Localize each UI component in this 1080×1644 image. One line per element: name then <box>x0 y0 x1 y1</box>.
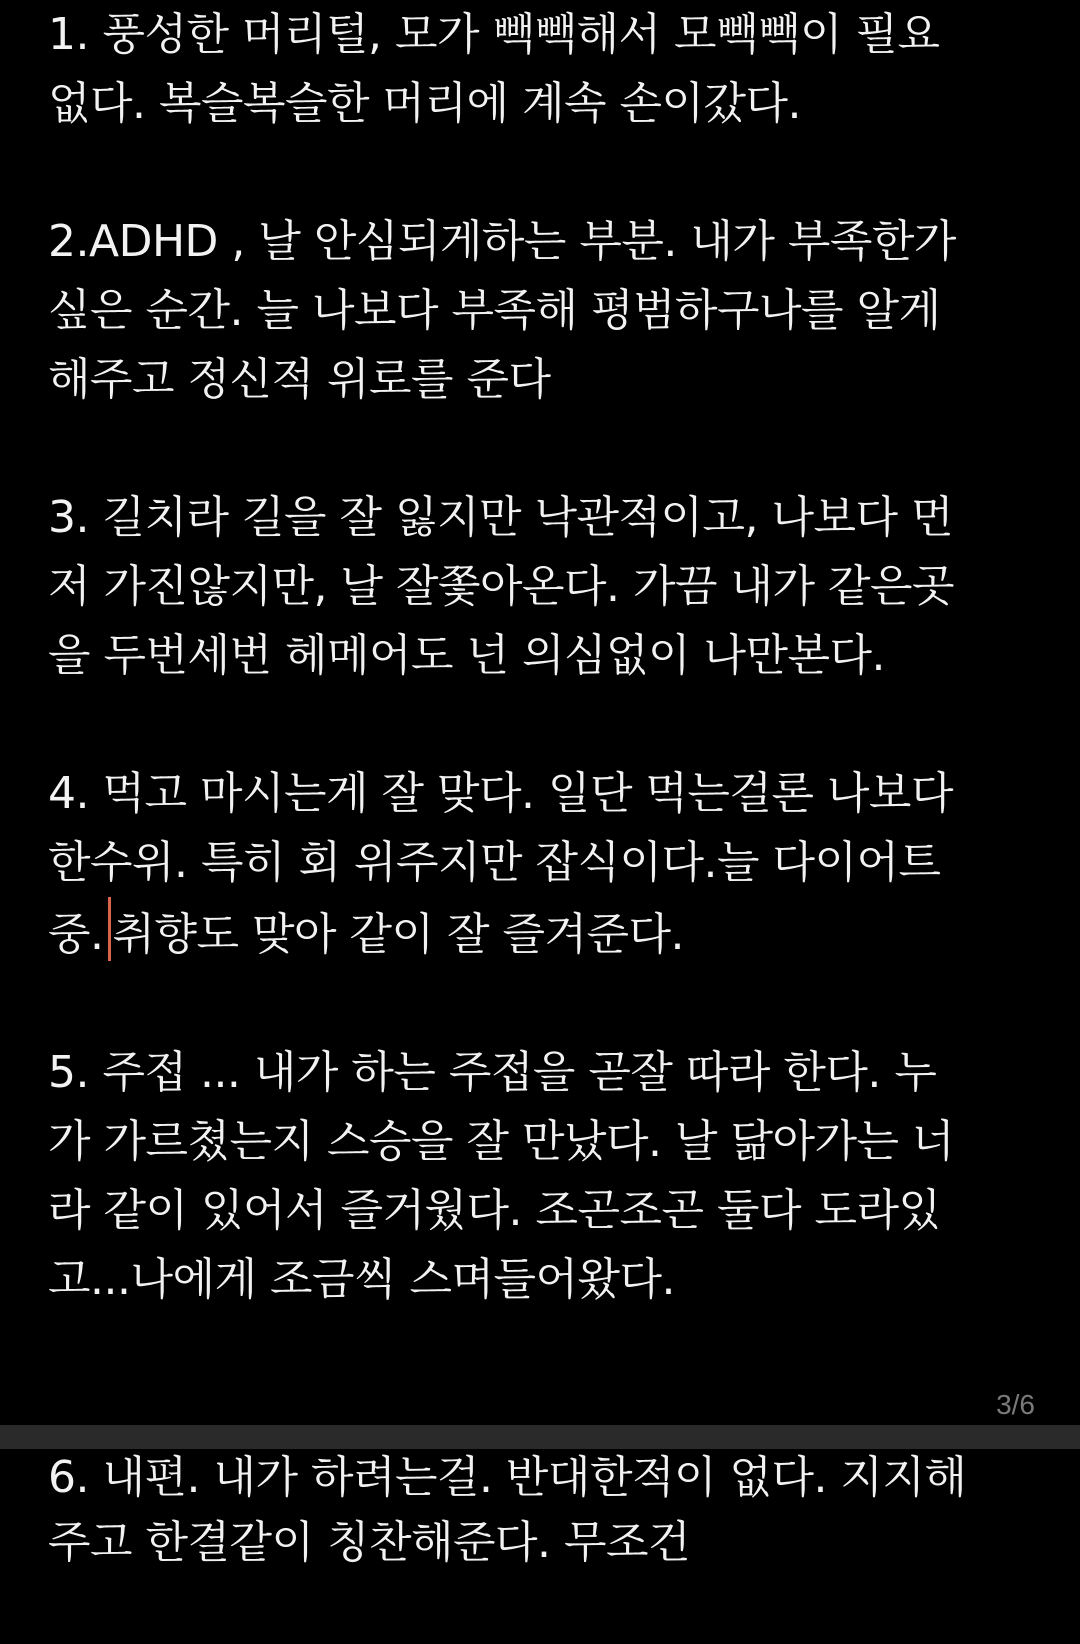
note-page-4[interactable] <box>0 1449 1080 1617</box>
text-line: 가 가르쳤는지 스승을 잘 만났다. 날 닮아가는 너 <box>48 1116 954 1167</box>
text-fragment: 취향도 맞아 같이 잘 즐겨준다. <box>112 909 684 960</box>
item-4-paragraph <box>48 759 1038 969</box>
item-1-paragraph <box>48 0 1038 138</box>
text-line: 한수위. 특히 회 위주지만 잡식이다.늘 다이어트 <box>48 837 941 888</box>
note-text-body[interactable] <box>48 1449 1048 1644</box>
text-line: 주고 한결같이 칭찬해준다. 무조건 <box>48 1517 690 1568</box>
text-fragment: 중. <box>48 909 104 960</box>
item-3-paragraph <box>48 483 1038 690</box>
text-line: 2.ADHD , 날 안심되게하는 부분. 내가 부족한가 <box>48 216 956 267</box>
text-line-with-cursor <box>48 897 1038 969</box>
note-text-body[interactable] <box>48 0 1038 1383</box>
text-line: 라 같이 있어서 즐거웠다. 조곤조곤 둘다 도라있 <box>48 1185 941 1236</box>
text-line: 해주고 정신적 위로를 준다 <box>48 354 551 405</box>
item-6-paragraph <box>48 1445 1048 1575</box>
text-line: 5. 주접 ... 내가 하는 주접을 곧잘 따라 한다. 누 <box>48 1047 937 1098</box>
item-2-paragraph <box>48 207 1038 414</box>
text-line: 1. 풍성한 머리털, 모가 빽빽해서 모빽빽이 필요 <box>48 9 940 60</box>
text-line: 없다. 복슬복슬한 머리에 계속 손이갔다. <box>48 78 801 129</box>
text-line: 싶은 순간. 늘 나보다 부족해 평범하구나를 알게 <box>48 285 941 336</box>
text-line: 4. 먹고 마시는게 잘 맞다. 일단 먹는걸론 나보다 <box>48 768 953 819</box>
text-line: 3. 길치라 길을 잘 잃지만 낙관적이고, 나보다 먼 <box>48 492 953 543</box>
text-line: 고...나에게 조금씩 스며들어왔다. <box>48 1254 675 1305</box>
text-cursor <box>108 897 111 961</box>
page-indicator: 3/6 <box>996 1389 1035 1420</box>
item-5-paragraph <box>48 1038 1038 1314</box>
text-line: 을 두번세번 헤메어도 넌 의심없이 나만본다. <box>48 630 885 681</box>
text-line: 6. 내편. 내가 하려는걸. 반대한적이 없다. 지지해 <box>48 1452 967 1503</box>
text-line: 저 가진않지만, 날 잘쫓아온다. 가끔 내가 같은곳 <box>48 561 954 612</box>
